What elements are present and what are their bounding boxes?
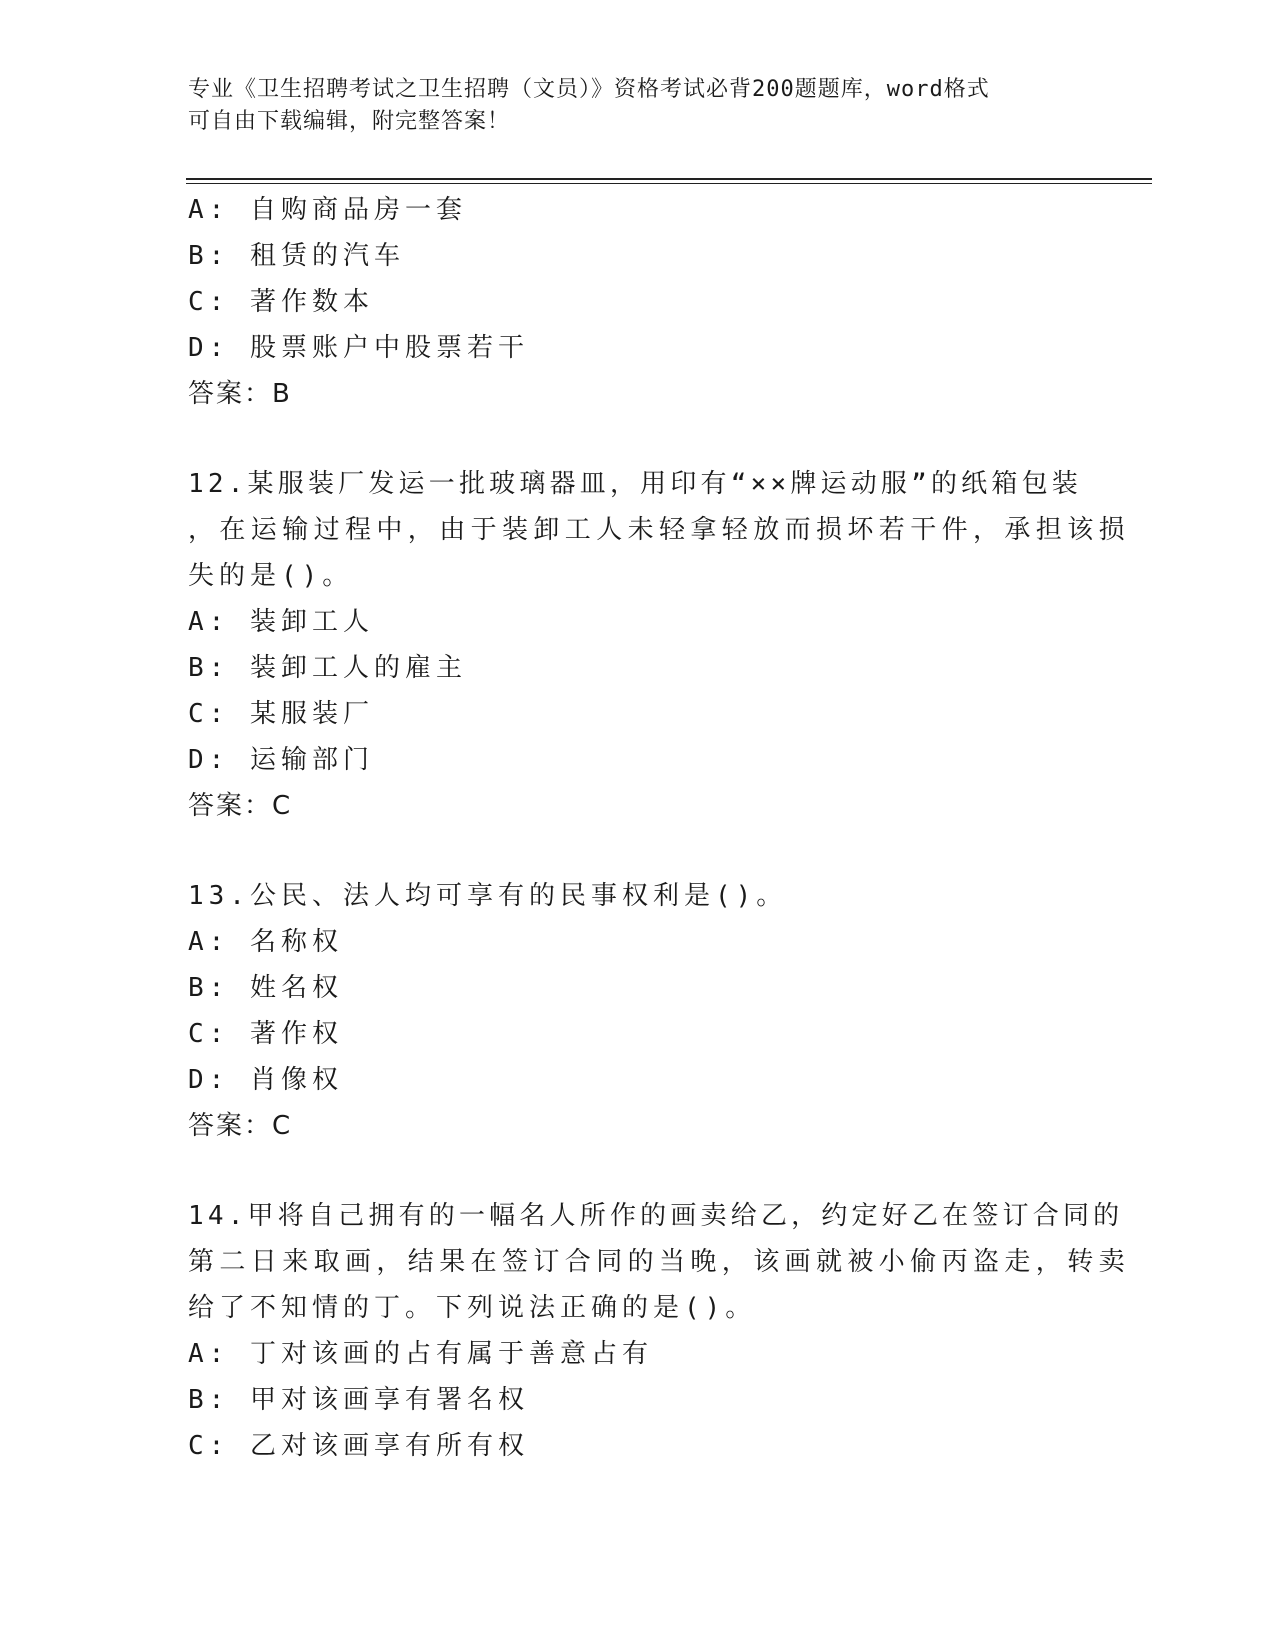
answer-line: 答案：C — [188, 791, 293, 821]
option-d: D: 肖像权 — [188, 1065, 343, 1095]
option-b: B: 装卸工人的雇主 — [188, 653, 467, 683]
answer-line: 答案：C — [188, 1111, 293, 1141]
option-d: D: 运输部门 — [188, 745, 374, 775]
option-a: A: 装卸工人 — [188, 607, 374, 637]
question-block-13 — [188, 873, 1088, 1149]
question-block-14 — [188, 1193, 1131, 1469]
option-b: B: 甲对该画享有署名权 — [188, 1385, 529, 1415]
header-line-2: 可自由下载编辑，附完整答案！ — [188, 109, 511, 134]
question-stem-line: 第二日来取画，结果在签订合同的当晚，该画就被小偷丙盗走，转卖 — [188, 1247, 1131, 1277]
question-stem-line: 12.某服装厂发运一批玻璃器皿，用印有“××牌运动服”的纸箱包装 — [188, 469, 1082, 499]
document-header — [188, 74, 1068, 138]
header-line-1: 专业《卫生招聘考试之卫生招聘（文员）》资格考试必背200题题库，word格式 — [188, 77, 990, 102]
option-a: A: 名称权 — [188, 927, 343, 957]
option-c: C: 著作数本 — [188, 287, 374, 317]
question-stem-line: 给了不知情的丁。下列说法正确的是()。 — [188, 1293, 757, 1323]
question-stem-line: 14.甲将自己拥有的一幅名人所作的画卖给乙，约定好乙在签订合同的 — [188, 1201, 1124, 1231]
option-b: B: 姓名权 — [188, 973, 343, 1003]
header-divider-thin — [186, 183, 1152, 184]
question-stem-line: 13.公民、法人均可享有的民事权利是()。 — [188, 881, 788, 911]
header-divider-thick — [186, 178, 1152, 180]
question-block-prev — [188, 187, 1088, 417]
question-block-12 — [188, 461, 1131, 829]
question-stem-line: ，在运输过程中，由于装卸工人未轻拿轻放而损坏若干件，承担该损 — [188, 515, 1131, 545]
option-c: C: 著作权 — [188, 1019, 343, 1049]
option-d: D: 股票账户中股票若干 — [188, 333, 529, 363]
answer-line: 答案：B — [188, 379, 292, 409]
option-a: A: 自购商品房一套 — [188, 195, 467, 225]
option-c: C: 某服装厂 — [188, 699, 374, 729]
question-list — [188, 187, 1131, 1469]
option-c: C: 乙对该画享有所有权 — [188, 1431, 529, 1461]
question-stem-line: 失的是()。 — [188, 561, 354, 591]
option-a: A: 丁对该画的占有属于善意占有 — [188, 1339, 653, 1369]
option-b: B: 租赁的汽车 — [188, 241, 405, 271]
